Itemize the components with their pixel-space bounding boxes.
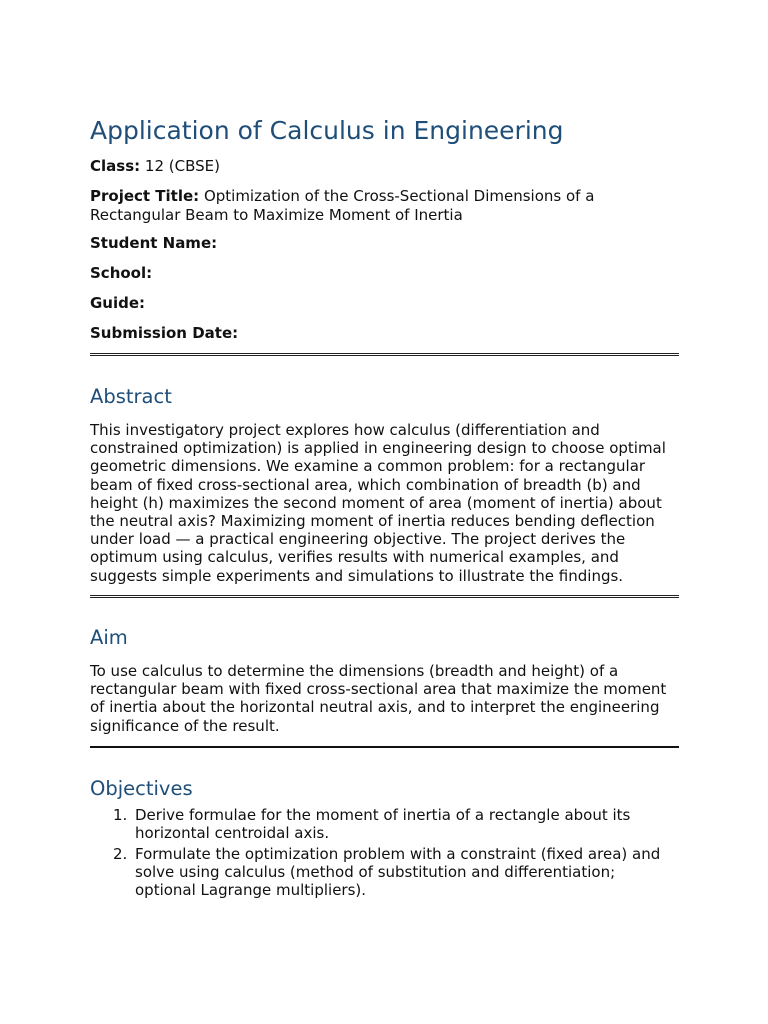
objectives-heading: Objectives — [90, 777, 193, 800]
section-divider-single — [90, 746, 679, 748]
school-label: School: — [90, 264, 153, 282]
list-item-number: 2. — [113, 845, 128, 863]
submission-date-line — [90, 324, 680, 343]
submission-date-label: Submission Date: — [90, 324, 239, 342]
class-line — [90, 157, 680, 176]
document-title: Application of Calculus in Engineering — [90, 116, 564, 145]
project-title-value: Optimization of the Cross-Sectional Dimensions of a Rectangular Beam to Maximize Moment of Inertia — [90, 187, 595, 224]
section-divider-double — [90, 353, 679, 356]
student-name-label: Student Name: — [90, 234, 218, 252]
list-item — [90, 806, 680, 842]
class-value: 12 (CBSE) — [144, 157, 220, 175]
guide-label: Guide: — [90, 294, 146, 312]
abstract-text: This investigatory project explores how calculus (differentiation and constrained optimization) is applied in engineering design to choose optimal geometric dimensions. We examine a common problem: for a rectangular beam of fixed cross-sectional area, which combination of breadth (b) and height (h) maximizes the second moment of area (moment of inertia) about the neutral axis? Maximizing moment of inertia reduces bending deflection under load — a practical engineering objective. The project derives the optimum using calculus, verifies results with numerical examples, and suggests simple experiments and simulations to illustrate the findings. — [90, 421, 666, 585]
school-line — [90, 264, 680, 283]
project-title-line — [90, 187, 680, 224]
list-item-text: Derive formulae for the moment of inertia of a rectangle about its horizontal centroidal axis. — [135, 806, 631, 842]
list-item-number: 1. — [113, 806, 128, 824]
section-divider-double — [90, 595, 679, 598]
class-label: Class: — [90, 157, 141, 175]
aim-text: To use calculus to determine the dimensions (breadth and height) of a rectangular beam with fixed cross-sectional area that maximize the moment of inertia about the horizontal neutral axis, and to interpret the engineering significance of the result. — [90, 662, 667, 735]
aim-heading: Aim — [90, 626, 128, 649]
student-name-line — [90, 234, 680, 253]
abstract-heading: Abstract — [90, 385, 172, 408]
project-title-label: Project Title: — [90, 187, 200, 205]
objectives-list — [90, 806, 680, 902]
list-item-text: Formulate the optimization problem with a constraint (fixed area) and solve using calculus (method of substitution and differentiation; optional Lagrange multipliers). — [135, 845, 661, 899]
guide-line — [90, 294, 680, 313]
list-item — [90, 845, 680, 899]
